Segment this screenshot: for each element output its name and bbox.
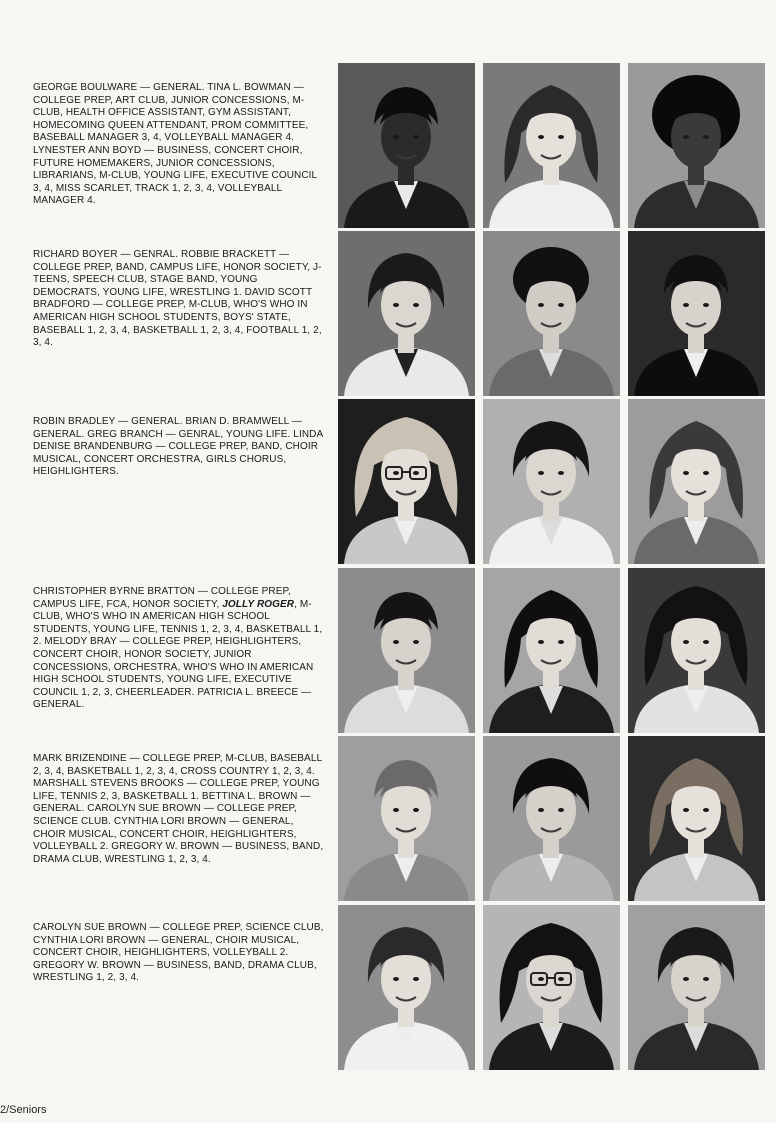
- senior-caption: [33, 82, 325, 208]
- senior-row: [0, 905, 776, 1070]
- senior-row: [0, 399, 776, 564]
- senior-portrait-photo: [338, 568, 475, 733]
- senior-portrait-photo: [338, 736, 475, 901]
- senior-row: [0, 231, 776, 396]
- senior-portrait-photo: [483, 905, 620, 1070]
- caption-text: MARSHALL STEVENS BROOKS — COLLEGE PREP, YOUNG LIFE, TENNIS 2, 3, BASKETBALL 1. BETTINA L. BROWN — GENERAL. CAROLYN SUE BROWN — COLLEGE PREP, SCIENCE CLUB. CYNTHIA LORI BROWN — GENERAL, CHOIR MUSICAL, CONCERT CHOIR, HEIGHLIGHTERS, VOLLEYBALL 2. GREGORY W. BROWN — BUSINESS, BAND, DRAMA CLUB, WRESTLING 1, 2, 3, 4.: [33, 778, 324, 865]
- senior-portrait-photo: [628, 905, 765, 1070]
- senior-portrait-photo: [628, 568, 765, 733]
- caption-text: CHRISTOPHER BYRNE BRATTON — COLLEGE PREP, CAMPUS LIFE, FCA, HONOR SOCIETY,: [33, 586, 291, 610]
- senior-portrait-photo: [483, 63, 620, 228]
- senior-row: [0, 63, 776, 228]
- senior-portrait-photo: [483, 231, 620, 396]
- senior-caption: [33, 922, 325, 985]
- senior-row: [0, 568, 776, 733]
- caption-text: RICHARD BOYER — GENRAL. ROBBIE BRACKETT — COLLEGE PREP, BAND, CAMPUS LIFE, HONOR SOCIETY, J-TEENS, SPEECH CLUB, STAGE BAND, YOUNG DEMOCRATS, YOUNG LIFE, WRESTLING 1.: [33, 249, 322, 298]
- senior-portrait-photo: [483, 736, 620, 901]
- caption-text: JOLLY ROGER: [222, 598, 295, 610]
- senior-portrait-photo: [338, 231, 475, 396]
- caption-text: LYNESTER ANN BOYD — BUSINESS, CONCERT CHOIR, FUTURE HOMEMAKERS, JUNIOR CONCESSIONS, LIBRARIANS, M-CLUB, YOUNG LIFE, EXECUTIVE COUNCIL 3, 4, MISS SCARLET, TRACK 1, 2, 3, 4, VOLLEYBALL MANAGER 4.: [33, 144, 317, 207]
- senior-portrait-photo: [628, 736, 765, 901]
- senior-portrait-photo: [338, 399, 475, 564]
- page-footer: 2/Seniors: [0, 1104, 47, 1116]
- caption-text: GREGORY W. BROWN — BUSINESS, BAND, DRAMA CLUB, WRESTLING 1, 2, 3, 4.: [33, 959, 317, 984]
- senior-caption: [33, 586, 325, 712]
- senior-portrait-photo: [338, 63, 475, 228]
- caption-text: MARK BRIZENDINE — COLLEGE PREP, M-CLUB, BASEBALL 2, 3, 4, BASKETBALL 1, 2, 3, 4, CROSS COUNTRY 1, 2, 3, 4.: [33, 753, 322, 777]
- senior-portrait-photo: [628, 399, 765, 564]
- senior-portrait-photo: [483, 568, 620, 733]
- caption-text: GEORGE BOULWARE — GENERAL. TINA L. BOWMAN — COLLEGE PREP, ART CLUB, JUNIOR CONCESSIONS, M-CLUB, HEALTH OFFICE ASSISTANT, GYM ASSISTANT, HOMECOMING QUEEN ATTENDANT, PROM COMMITTEE, BASEBALL MANAGER 3, 4, VOLLEYBALL MANAGER 4.: [33, 82, 309, 144]
- caption-text: DAVID SCOTT BRADFORD — COLLEGE PREP, M-CLUB, WHO'S WHO IN AMERICAN HIGH SCHOOL STUDENTS, BOYS' STATE, BASEBALL 1, 2, 3, 4, BASKETBALL 1, 2, 3, 4, FOOTBALL 1, 2, 3, 4.: [33, 286, 322, 349]
- senior-portrait-photo: [483, 399, 620, 564]
- caption-text: CAROLYN SUE BROWN — COLLEGE PREP, SCIENCE CLUB, CYNTHIA LORI BROWN — GENERAL, CHOIR MUSICAL, CONCERT CHOIR, HEIGHLIGHTERS, VOLLEYBALL 2.: [33, 922, 324, 959]
- senior-caption: [33, 416, 325, 479]
- caption-text: ROBIN BRADLEY — GENERAL. BRIAN D. BRAMWELL — GENERAL. GREG BRANCH — GENRAL, YOUNG LIFE.: [33, 416, 302, 440]
- caption-text: , M-CLUB, WHO'S WHO IN AMERICAN HIGH SCHOOL STUDENTS, YOUNG LIFE, TENNIS 1, 2, 3, 4, BASKETBALL 1, 2. MELODY BRAY — COLLEGE PREP, HEIGHLIGHTERS, CONCERT CHOIR, HONOR SOCIETY, JUNIOR CONCESSIONS, ORCHESTRA, WHO'S WHO IN AMERICAN HIGH SCHOOL STUDENTS, YOUNG LIFE, EXECUTIVE COUNCIL 1, 2, 3, CHEERLEADER. PATRICIA L. BREECE — GENERAL.: [33, 598, 323, 711]
- senior-caption: [33, 753, 325, 866]
- caption-text: LINDA DENISE BRANDENBURG — COLLEGE PREP, BAND, CHOIR MUSICAL, CONCERT ORCHESTRA, GIRLS CHORUS, HEIGHLIGHTERS.: [33, 428, 323, 478]
- senior-portrait-photo: [338, 905, 475, 1070]
- senior-portrait-photo: [628, 231, 765, 396]
- senior-portrait-photo: [628, 63, 765, 228]
- senior-caption: [33, 249, 325, 350]
- senior-row: [0, 736, 776, 901]
